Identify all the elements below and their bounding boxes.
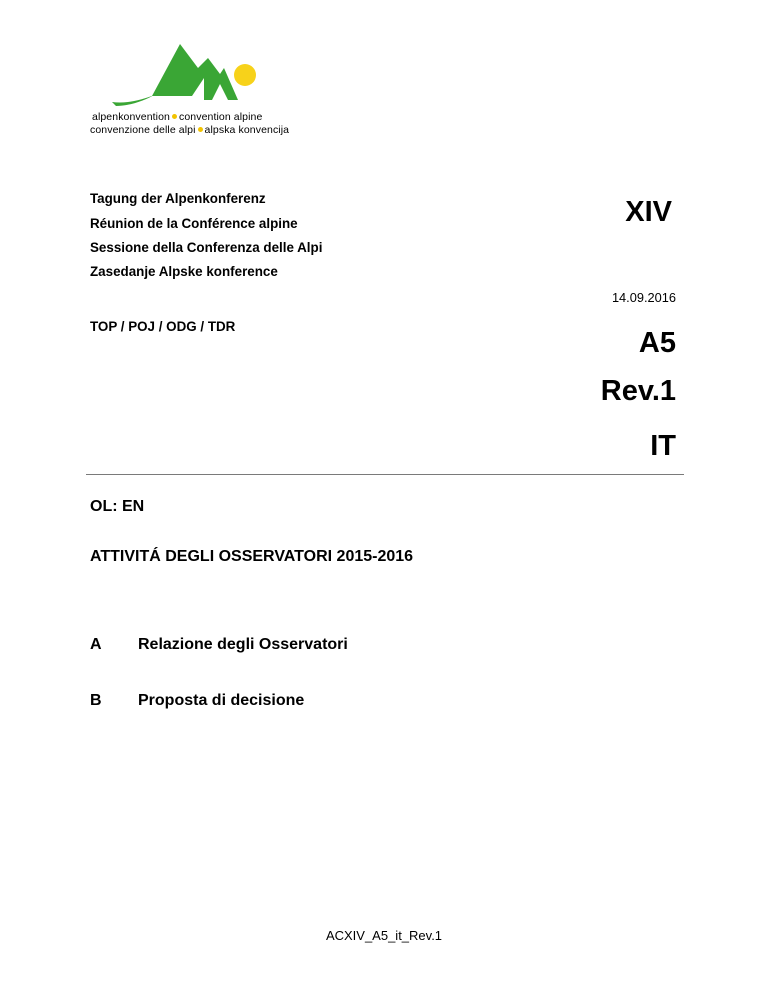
mountain-icon <box>152 44 238 100</box>
footer-document-code: ACXIV_A5_it_Rev.1 <box>325 928 443 943</box>
original-language: OL: EN <box>90 498 145 515</box>
section-letter: A <box>90 636 102 653</box>
meeting-name-it: Sessione della Conferenza delle Alpi <box>90 240 323 255</box>
logo-dot-icon <box>172 114 177 119</box>
meeting-name-fr: Réunion de la Conférence alpine <box>90 216 298 231</box>
language-code: IT <box>650 430 676 462</box>
horizontal-divider <box>86 474 684 475</box>
meeting-name-de: Tagung der Alpenkonferenz <box>90 191 266 206</box>
logo-text-line1: alpenkonvention convention alpine <box>92 111 263 123</box>
section-title: Proposta di decisione <box>138 692 305 709</box>
logo-text-line2: convenzione delle alpi alpska konvencija <box>90 124 290 136</box>
logo-dot-icon <box>198 127 203 132</box>
alpine-convention-logo <box>88 40 318 140</box>
document-title: ATTIVITÁ DEGLI OSSERVATORI 2015-2016 <box>90 548 414 565</box>
agenda-label: TOP / POJ / ODG / TDR <box>90 319 236 334</box>
mountain-logo-graphic <box>108 40 258 110</box>
revision-label: Rev.1 <box>600 375 676 407</box>
section-letter: B <box>90 692 102 709</box>
agenda-item-number: A5 <box>638 327 676 359</box>
meeting-name-sl: Zasedanje Alpske konference <box>90 264 278 279</box>
document-date: 14.09.2016 <box>611 290 676 305</box>
session-number: XIV <box>625 196 672 228</box>
swoosh-icon <box>112 95 154 106</box>
sun-icon <box>234 64 256 86</box>
section-title: Relazione degli Osservatori <box>138 636 348 653</box>
